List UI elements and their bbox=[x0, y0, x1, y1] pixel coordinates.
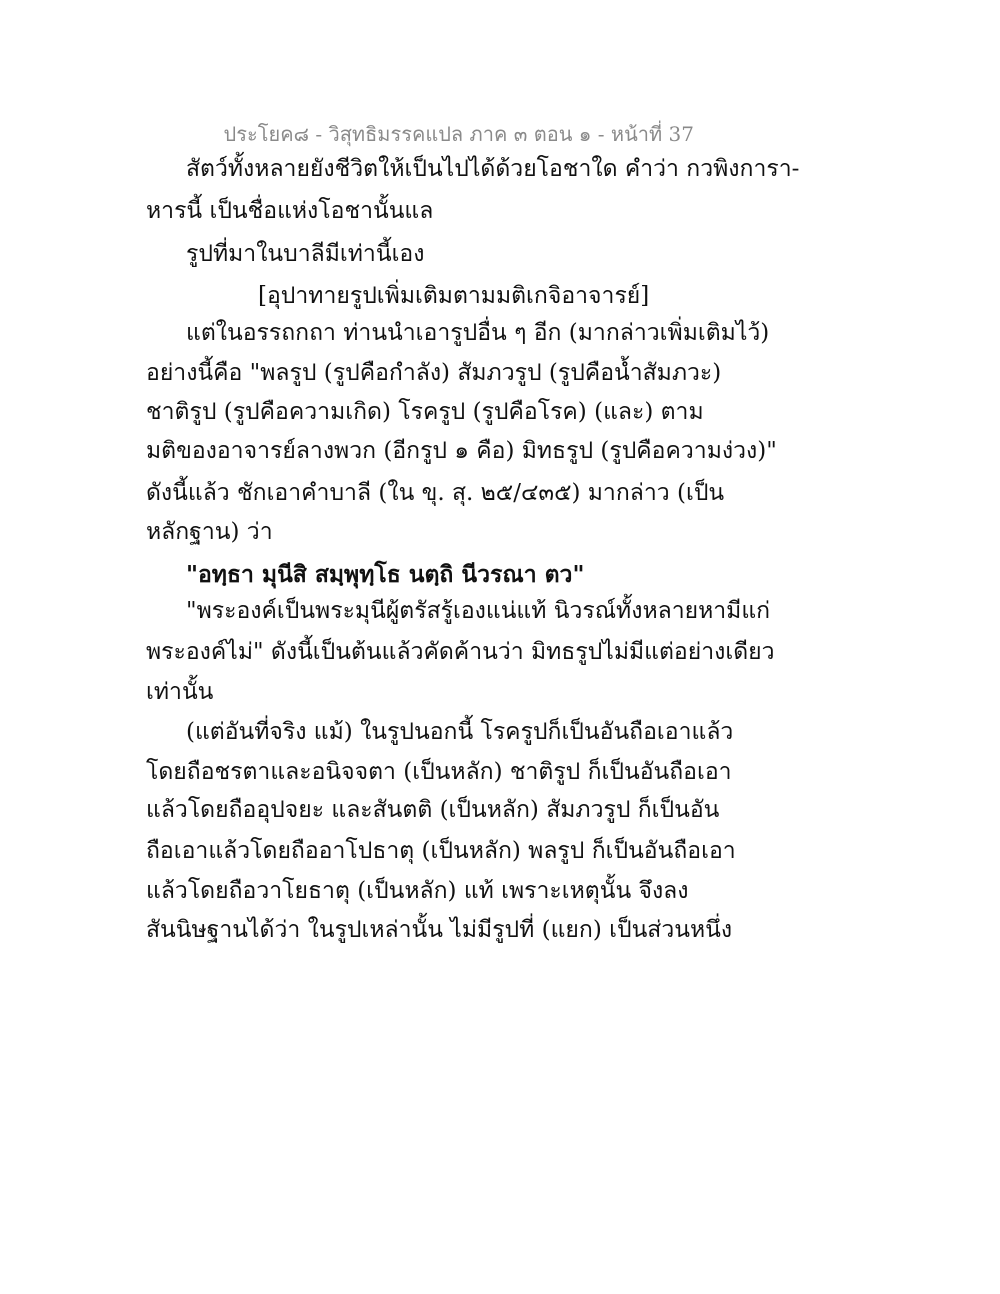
text-line: "พระองค์เป็นพระมุนีผู้ตรัสรู้เองแน่แท้ นิวรณ์ทั้งหลายหามีแก่ bbox=[186, 598, 771, 624]
text-line: ถือเอาแล้วโดยถืออาโปธาตุ (เป็นหลัก) พลรูป ก็เป็นอันถือเอา bbox=[146, 838, 736, 864]
text-line: สัตว์ทั้งหลายยังชีวิตให้เป็นไปได้ด้วยโอชาใด คำว่า กวพิงการา- bbox=[186, 156, 800, 182]
text-line: ดังนี้แล้ว ชักเอาคำบาลี (ใน ขุ. สุ. ๒๕/๔๓๕) มากล่าว (เป็น bbox=[146, 480, 725, 506]
text-line: รูปที่มาในบาลีมีเท่านี้เอง bbox=[186, 241, 425, 267]
text-line: หารนี้ เป็นชื่อแห่งโอชานั้นแล bbox=[146, 198, 434, 224]
text-line: พระองค์ไม่" ดังนี้เป็นต้นแล้วคัดค้านว่า มิทธรูปไม่มีแต่อย่างเดียว bbox=[146, 639, 775, 665]
text-line: มติของอาจารย์ลางพวก (อีกรูป ๑ คือ) มิทธรูป (รูปคือความง่วง)" bbox=[146, 438, 777, 464]
text-line: โดยถือชรตาและอนิจจตา (เป็นหลัก) ชาติรูป ก็เป็นอันถือเอา bbox=[146, 759, 732, 785]
text-line: สันนิษฐานได้ว่า ในรูปเหล่านั้น ไม่มีรูปที่ (แยก) เป็นส่วนหนึ่ง bbox=[146, 917, 733, 943]
text-line: ชาติรูป (รูปคือความเกิด) โรครูป (รูปคือโรค) (และ) ตาม bbox=[146, 399, 704, 425]
section-heading: [อุปาทายรูปเพิ่มเติมตามมติเกจิอาจารย์] bbox=[258, 283, 650, 309]
text-line: หลักฐาน) ว่า bbox=[146, 519, 273, 545]
text-line: เท่านั้น bbox=[146, 679, 214, 705]
text-line: (แต่อันที่จริง แม้) ในรูปนอกนี้ โรครูปก็เป็นอันถือเอาแล้ว bbox=[186, 719, 734, 745]
text-line: อย่างนี้คือ "พลรูป (รูปคือกำลัง) สัมภวรูป (รูปคือน้ำสัมภวะ) bbox=[146, 360, 722, 386]
page-header: ประโยค๘ - วิสุทธิมรรคแปล ภาค ๓ ตอน ๑ - หน้าที่ 37 bbox=[223, 122, 694, 146]
text-line: แล้วโดยถืออุปจยะ และสันตติ (เป็นหลัก) สัมภวรูป ก็เป็นอัน bbox=[146, 797, 720, 823]
pali-verse: "อทฺธา มุนีสิ สมฺพุทฺโธ นตฺถิ นีวรณา ตว" bbox=[186, 561, 585, 588]
text-line: แล้วโดยถือวาโยธาตุ (เป็นหลัก) แท้ เพราะเหตุนั้น จึงลง bbox=[146, 878, 689, 904]
text-line: แต่ในอรรถกถา ท่านนำเอารูปอื่น ๆ อีก (มากล่าวเพิ่มเติมไว้) bbox=[186, 320, 770, 346]
